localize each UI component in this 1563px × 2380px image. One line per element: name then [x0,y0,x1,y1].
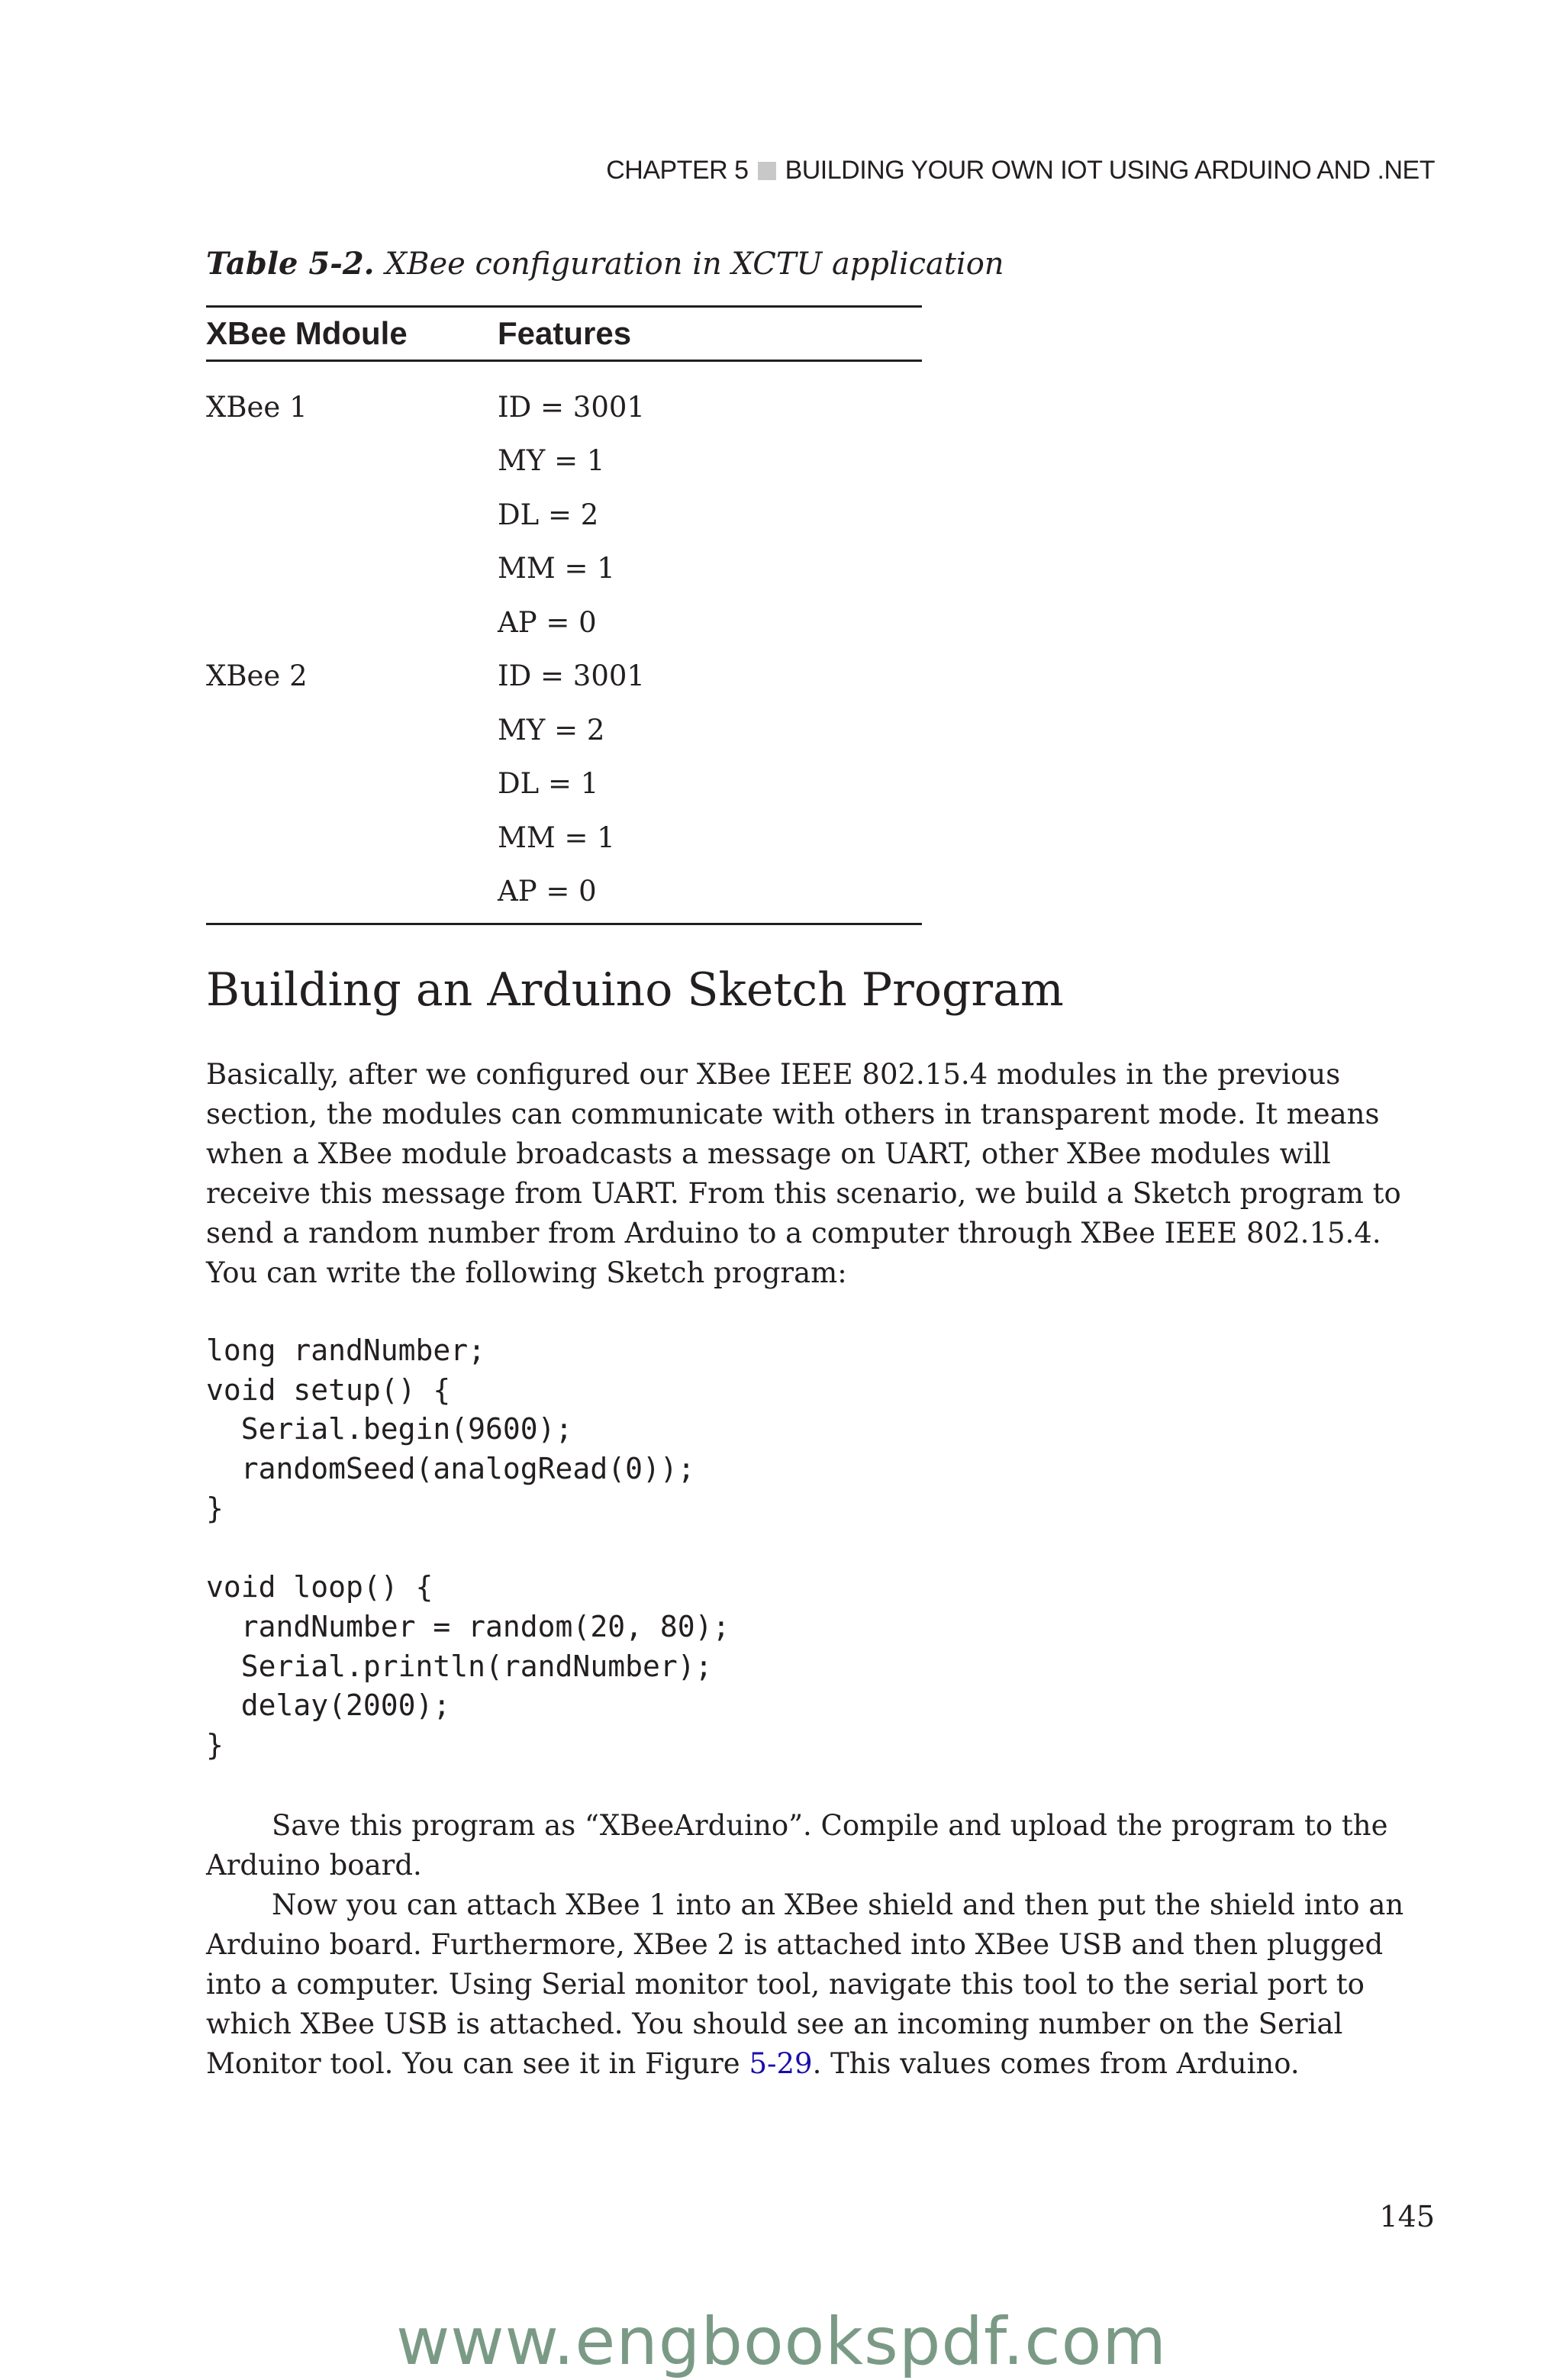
table-cell-feature: MY = 2 [498,713,605,747]
table-cell-feature: DL = 1 [498,767,599,801]
table-row [206,865,922,924]
table-row [206,488,922,542]
table-caption [206,246,1004,282]
running-head-title: BUILDING YOUR OWN IOT USING ARDUINO AND .NET [785,156,1435,185]
table-row [206,361,922,434]
table-row [206,757,922,811]
table-cell-module [206,811,498,865]
table-cell-module [206,865,498,924]
table-cell-feature: MY = 1 [498,444,605,478]
table-header-module: XBee Mdoule [206,307,498,361]
table-header-features: Features [498,307,922,361]
paragraph-text: Now you can attach XBee 1 into an XBee shield and then put the shield into an Arduino board. Furthermore, XBee 2 is attached into XBee USB and then plugged into a computer. Using Serial monitor tool, navigate this tool to the serial port to which XBee USB is attached. You should see an incoming number on the Serial Monitor tool. You can see it in Figure [206,1888,1404,2080]
table-row [206,650,922,704]
table-cell-feature: ID = 3001 [498,390,645,424]
table-cell-feature: MM = 1 [498,821,615,854]
xbee-config-table [206,305,922,925]
running-head [606,156,1435,185]
table-cell-module: XBee 1 [206,390,308,424]
xbee-config-table-wrap [206,305,922,925]
body-paragraph-attach [206,1885,1427,2084]
running-head-chapter: CHAPTER 5 [606,156,749,185]
figure-reference-link[interactable]: 5-29 [749,2047,813,2080]
section-heading: Building an Arduino Sketch Program [206,963,1064,1017]
table-cell-module [206,434,498,489]
table-cell-module: XBee 2 [206,659,308,693]
table-cell-module [206,757,498,811]
table-cell-module [206,488,498,542]
table-caption-text: XBee configuration in XCTU application [385,247,1004,282]
table-row [206,811,922,865]
paragraph-text: . This values comes from Arduino. [812,2047,1300,2080]
running-head-separator [758,162,776,180]
table-cell-module [206,542,498,596]
table-cell-feature: DL = 2 [498,498,599,531]
code-listing: long randNumber; void setup() { Serial.begin(9600); randomSeed(analogRead(0)); } void loop() { randNumber = random(20, 80); Serial.println(randNumber); delay(2000); } [206,1334,730,1762]
table-row [206,434,922,489]
table-row [206,595,922,650]
body-paragraph-intro: Basically, after we configured our XBee IEEE 802.15.4 modules in the previous section, the modules can communicate with others in transparent mode. It means when a XBee module broadcasts a message on UART, other XBee modules will receive this message from UART. From this scenario, we build a Sketch program to send a random number from Arduino to a computer through XBee IEEE 802.15.4. You can write the following Sketch program: [206,1058,1401,1289]
table-cell-feature: MM = 1 [498,552,615,585]
watermark-url: www.engbookspdf.com [395,2304,1168,2380]
table-cell-feature: AP = 0 [498,865,922,924]
page-number: 145 [1379,2200,1435,2233]
table-cell-module [206,703,498,757]
table-cell-module [206,595,498,650]
table-header-row [206,307,922,361]
table-cell-feature: AP = 0 [498,605,597,639]
table-row [206,542,922,596]
table-caption-label: Table 5-2. [206,246,375,282]
table-cell-feature: ID = 3001 [498,659,645,693]
body-paragraph-save: Save this program as “XBeeArduino”. Compile and upload the program to the Arduino board. [206,1809,1388,1882]
table-row [206,703,922,757]
